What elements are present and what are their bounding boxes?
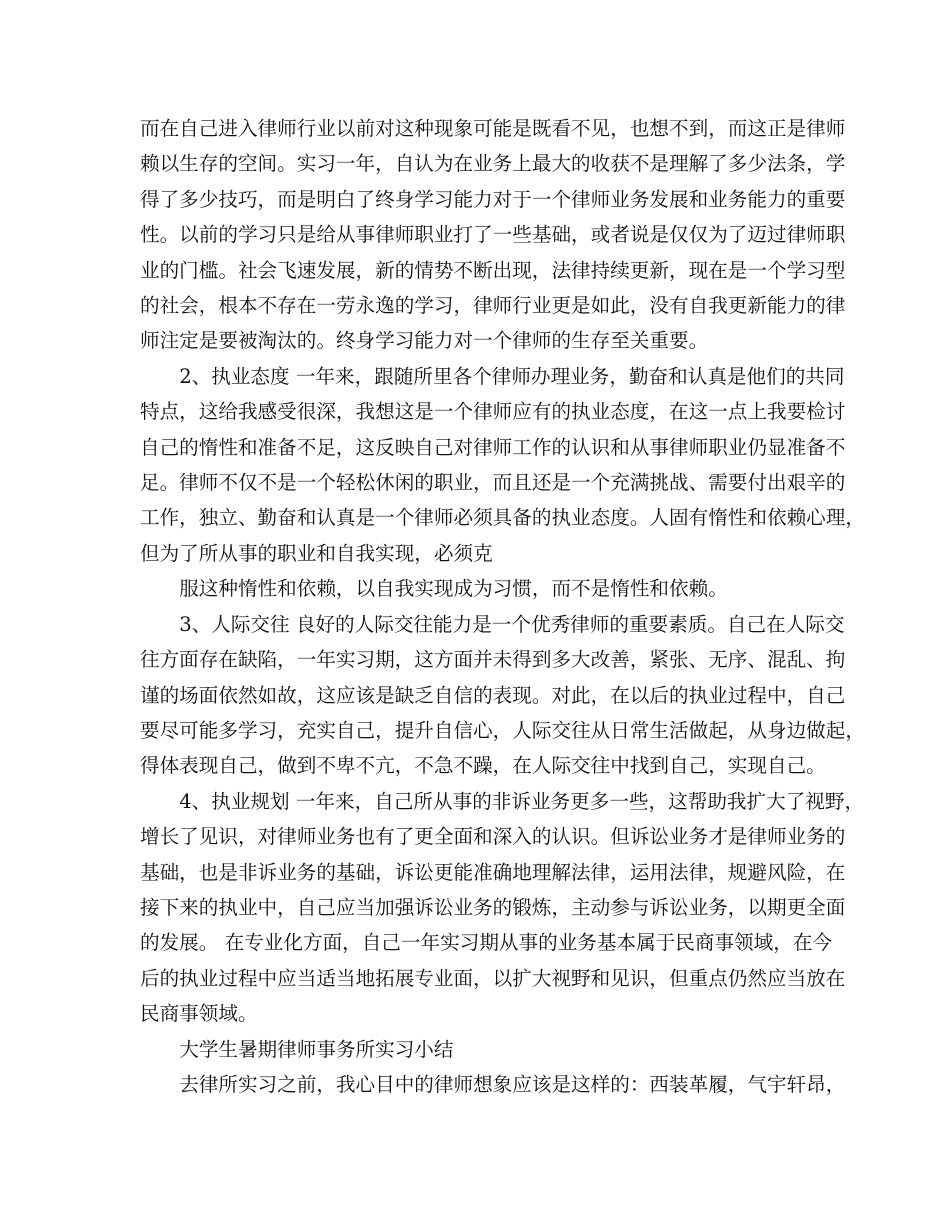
text-line: 自己的惰性和准备不足，这反映自己对律师工作的认识和从事律师职业仍显准备不	[140, 435, 846, 459]
text-line: 基础，也是非诉业务的基础，诉讼更能准确地理解法律，运用法律，规避风险，在	[140, 860, 846, 884]
text-line: 足。律师不仅不是一个轻松休闲的职业，而且还是一个充满挑战、需要付出艰辛的	[140, 471, 846, 495]
paragraph-career-planning	[140, 784, 865, 1032]
text-line: 的发展。 在专业化方面，自己一年实习期从事的业务基本属于民商事领域，在今	[140, 931, 833, 955]
text-line: 往方面存在缺陷，一年实习期，这方面并未得到多大改善，紧张、无序、混乱、拘	[140, 648, 846, 672]
text-line: 4、执业规划 一年来，自己所从事的非诉业务更多一些，这帮助我扩大了视野，	[179, 789, 865, 813]
text-line: 性。以前的学习只是给从事律师职业打了一些基础，或者说是仅仅为了迈过律师职	[140, 223, 846, 247]
text-line: 要尽可能多学习，充实自己，提升自信心，人际交往从日常生活做起，从身边做起，	[140, 718, 865, 742]
paragraph-intro-lawyer-image	[140, 1067, 846, 1102]
text-line: 谨的场面依然如故，这应该是缺乏自信的表现。对此，在以后的执业过程中，自己	[140, 683, 846, 707]
text-line: 增长了见识，对律师业务也有了更全面和深入的认识。但诉讼业务才是律师业务的	[140, 825, 846, 849]
paragraph-interpersonal	[140, 607, 865, 784]
text-line: 工作，独立、勤奋和认真是一个律师必须具备的执业态度。人固有惰性和依赖心理，	[140, 506, 865, 530]
document-body	[140, 111, 865, 1102]
section-title: 大学生暑期律师事务所实习小结	[179, 1037, 454, 1061]
text-line: 而在自己进入律师行业以前对这种现象可能是既看不见，也想不到，而这正是律师	[140, 117, 846, 140]
text-line: 得了多少技巧，而是明白了终身学习能力对于一个律师业务发展和业务能力的重要	[140, 187, 846, 211]
text-line: 后的执业过程中应当适当地拓展专业面，以扩大视野和见识，但重点仍然应当放在	[140, 966, 846, 990]
text-line: 师注定是要被淘汰的。终身学习能力对一个律师的生存至关重要。	[140, 329, 709, 353]
text-line: 去律所实习之前，我心目中的律师想象应该是这样的：西装革履，气宇轩昂，	[179, 1072, 846, 1096]
text-line: 服这种惰性和依赖，以自我实现成为习惯，而不是惰性和依赖。	[179, 577, 728, 601]
text-line: 民商事领域。	[140, 1002, 258, 1026]
text-line: 接下来的执业中，自己应当加强诉讼业务的锻炼，主动参与诉讼业务，以期更全面	[140, 895, 846, 919]
text-line: 2、执业态度 一年来，跟随所里各个律师办理业务，勤奋和认真是他们的共同	[179, 364, 845, 388]
text-line: 特点，这给我感受很深，我想这是一个律师应有的执业态度，在这一点上我要检讨	[140, 400, 846, 424]
text-line: 得体表现自己，做到不卑不亢，不急不躁，在人际交往中找到自己，实现自己。	[140, 754, 826, 778]
text-line: 3、人际交往 良好的人际交往能力是一个优秀律师的重要素质。自己在人际交	[179, 612, 845, 636]
text-line: 赖以生存的空间。实习一年，自认为在业务上最大的收获不是理解了多少法条，学	[140, 152, 846, 176]
paragraph-work-attitude	[140, 359, 865, 571]
text-line: 的社会，根本不存在一劳永逸的学习，律师行业更是如此，没有自我更新能力的律	[140, 294, 846, 318]
paragraph-overcome-inertia	[140, 571, 816, 606]
text-line: 但为了所从事的职业和自我实现，必须克	[140, 541, 493, 565]
section-heading	[140, 1032, 816, 1067]
paragraph-lifelong-learning	[140, 111, 846, 359]
text-line: 业的门槛。社会飞速发展，新的情势不断出现，法律持续更新，现在是一个学习型	[140, 258, 846, 282]
